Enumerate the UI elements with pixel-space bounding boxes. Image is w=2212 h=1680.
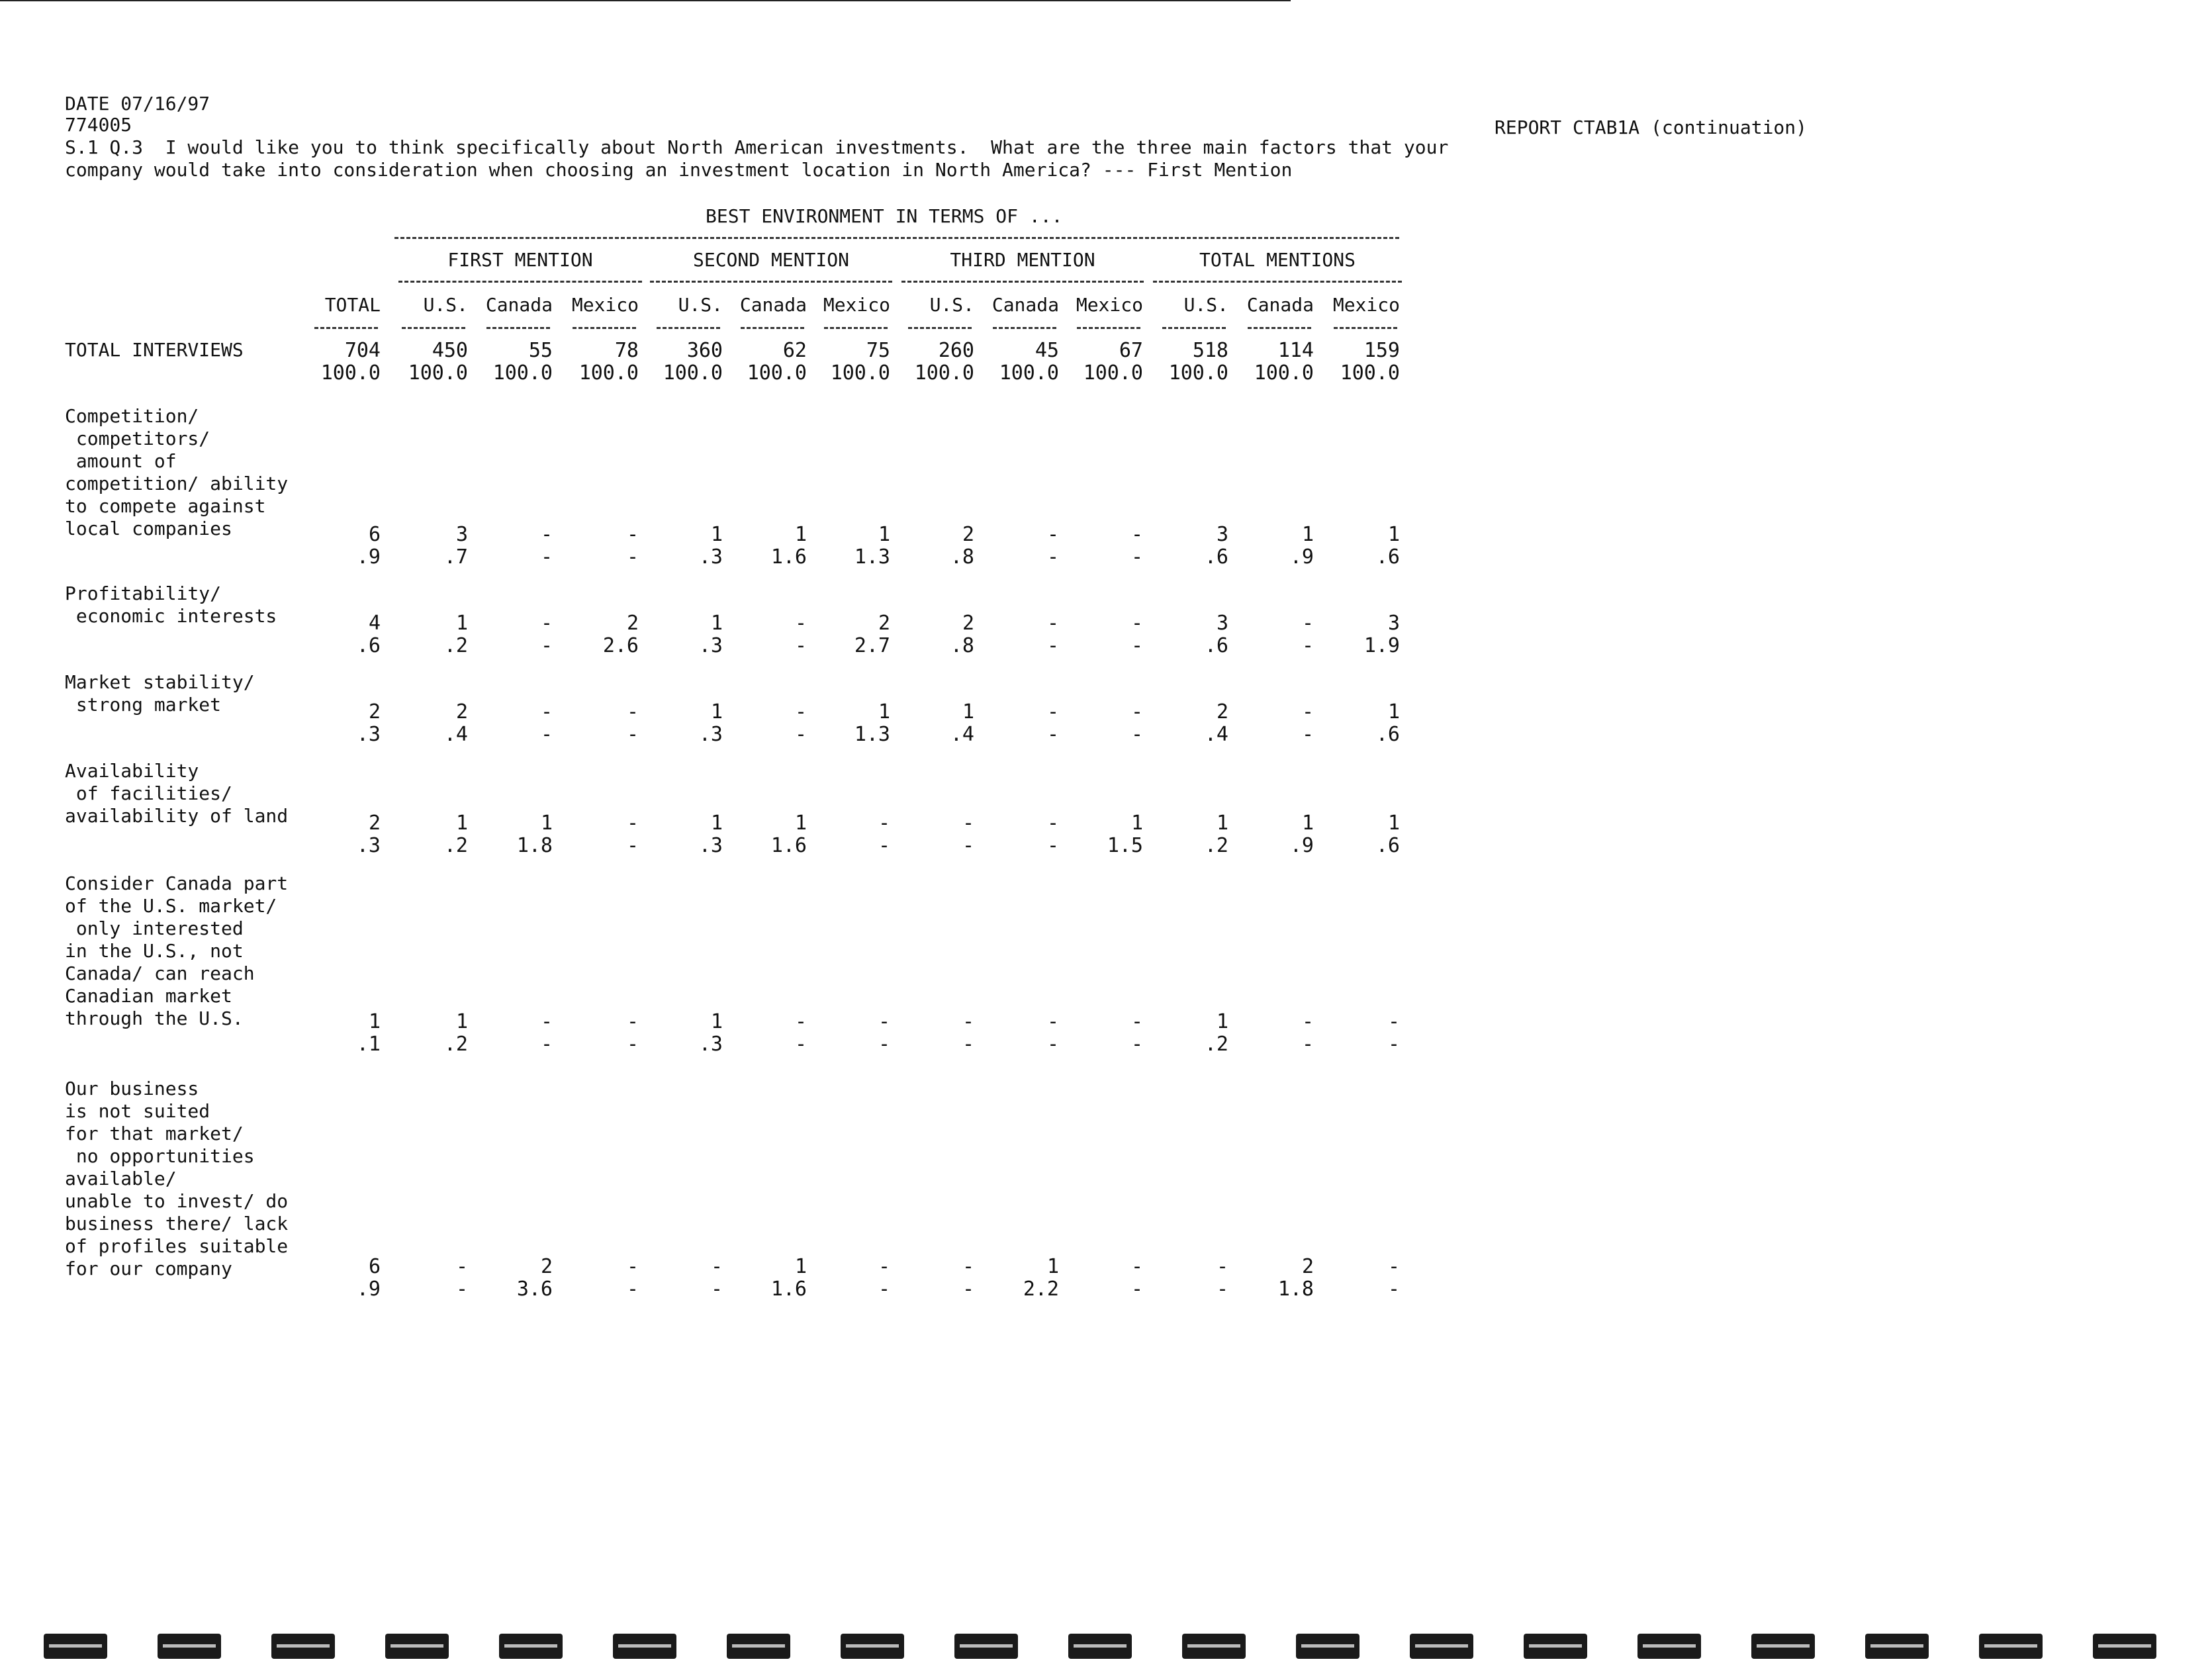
feed-mark: [2093, 1634, 2156, 1659]
percent-cell: -: [794, 634, 807, 657]
group-header: SECOND MENTION: [692, 249, 849, 271]
count-cell: 1: [962, 700, 974, 723]
group-header: FIRST MENTION: [447, 249, 593, 271]
count-cell: 1: [878, 700, 890, 723]
count-cell: 1: [1216, 812, 1228, 835]
percent-cell: 1.6: [770, 834, 807, 857]
percent-cell: -: [1130, 545, 1143, 569]
count-cell: -: [455, 1255, 468, 1278]
percent-cell: -: [1046, 1033, 1059, 1056]
count-cell: 3: [455, 523, 468, 546]
percent-cell: 1.8: [1277, 1278, 1314, 1301]
percent-cell: -: [1130, 1278, 1143, 1301]
count-cell: -: [794, 612, 807, 635]
count-cell: 1: [1387, 523, 1400, 546]
count-cell: -: [1301, 612, 1314, 635]
count-cell: -: [540, 523, 553, 546]
percent-cell: -: [455, 1278, 468, 1301]
percent-cell: .6: [1375, 834, 1400, 857]
percent-cell: -: [1301, 1033, 1314, 1056]
percent-cell: .3: [698, 545, 723, 569]
percent-cell: .6: [1375, 723, 1400, 746]
percent-cell: .9: [356, 1278, 381, 1301]
percent-cell: -: [794, 1033, 807, 1056]
column-rule: [657, 327, 720, 329]
percent-cell: .6: [1204, 634, 1228, 657]
count-cell: -: [1130, 1010, 1143, 1033]
total-percent-cell: 100.0: [320, 361, 381, 385]
question-line-2: company would take into consideration when choosing an investment location in North America? --- First Mention: [65, 159, 1293, 181]
total-count-cell: 62: [782, 339, 807, 362]
percent-cell: 2.7: [854, 634, 890, 657]
feed-mark: [1410, 1634, 1473, 1659]
column-rule: [741, 327, 804, 329]
feed-mark: [44, 1634, 107, 1659]
count-cell: 1: [794, 1255, 807, 1278]
count-cell: -: [1046, 1010, 1059, 1033]
count-cell: -: [1046, 812, 1059, 835]
percent-cell: -: [540, 723, 553, 746]
count-cell: -: [1046, 700, 1059, 723]
column-rule: [1334, 327, 1397, 329]
total-percent-cell: 100.0: [747, 361, 807, 385]
percent-cell: -: [1387, 1033, 1400, 1056]
total-count-cell: 67: [1119, 339, 1143, 362]
percent-cell: .1: [356, 1033, 381, 1056]
column-rule: [993, 327, 1056, 329]
count-cell: 1: [1301, 523, 1314, 546]
feed-mark: [1751, 1634, 1815, 1659]
feed-mark: [954, 1634, 1018, 1659]
column-header: Canada: [739, 294, 807, 316]
percent-cell: -: [1387, 1278, 1400, 1301]
total-count-cell: 45: [1035, 339, 1059, 362]
count-cell: 1: [1387, 700, 1400, 723]
count-cell: -: [1046, 612, 1059, 635]
top-border-line: [0, 0, 1291, 1]
total-count-cell: 260: [938, 339, 974, 362]
column-header: Canada: [485, 294, 553, 316]
total-percent-cell: 100.0: [914, 361, 974, 385]
count-cell: -: [1130, 1255, 1143, 1278]
group-header: THIRD MENTION: [950, 249, 1095, 271]
count-cell: 1: [1301, 812, 1314, 835]
column-header: TOTAL: [324, 294, 381, 316]
percent-cell: .4: [950, 723, 974, 746]
count-cell: 1: [455, 612, 468, 635]
percent-cell: -: [962, 834, 974, 857]
percent-cell: .2: [443, 634, 468, 657]
column-rule: [314, 327, 378, 329]
percent-cell: .3: [356, 723, 381, 746]
percent-cell: -: [1046, 545, 1059, 569]
group-rule: [901, 281, 1144, 283]
total-percent-cell: 100.0: [1340, 361, 1400, 385]
percent-cell: 1.3: [854, 545, 890, 569]
percent-cell: .3: [698, 634, 723, 657]
feed-mark: [271, 1634, 335, 1659]
total-percent-cell: 100.0: [1083, 361, 1143, 385]
percent-cell: -: [710, 1278, 723, 1301]
count-cell: -: [540, 1010, 553, 1033]
feed-mark: [1068, 1634, 1132, 1659]
percent-cell: -: [1301, 723, 1314, 746]
percent-cell: -: [540, 634, 553, 657]
total-percent-cell: 100.0: [578, 361, 639, 385]
column-header: Mexico: [1076, 294, 1143, 316]
count-cell: 1: [710, 1010, 723, 1033]
row-label: Competition/ competitors/ amount of competition/ ability to compete against local companies: [65, 405, 289, 539]
percent-cell: .9: [1289, 545, 1314, 569]
count-cell: 1: [878, 523, 890, 546]
count-cell: -: [626, 700, 639, 723]
group-rule: [650, 281, 892, 283]
count-cell: 2: [1301, 1255, 1314, 1278]
percent-cell: .3: [698, 1033, 723, 1056]
group-rule: [1153, 281, 1402, 283]
percent-cell: -: [1046, 723, 1059, 746]
percent-cell: 1.5: [1107, 834, 1143, 857]
percent-cell: .3: [356, 834, 381, 857]
feed-mark: [1524, 1634, 1587, 1659]
count-cell: -: [794, 700, 807, 723]
column-rule: [1077, 327, 1140, 329]
count-cell: -: [1046, 523, 1059, 546]
column-rule: [573, 327, 636, 329]
percent-cell: .2: [443, 1033, 468, 1056]
percent-cell: .3: [698, 723, 723, 746]
count-cell: 1: [710, 812, 723, 835]
banner-title: BEST ENVIRONMENT IN TERMS OF ...: [706, 205, 1063, 227]
column-header: U.S.: [1183, 294, 1228, 316]
percent-cell: 2.2: [1023, 1278, 1059, 1301]
count-cell: -: [626, 523, 639, 546]
count-cell: -: [1130, 523, 1143, 546]
column-header: Mexico: [823, 294, 890, 316]
feed-mark: [727, 1634, 790, 1659]
count-cell: -: [710, 1255, 723, 1278]
group-rule: [398, 281, 642, 283]
banner-rule: [394, 237, 1399, 239]
column-header: U.S.: [423, 294, 468, 316]
total-count-cell: 114: [1277, 339, 1314, 362]
percent-cell: .8: [950, 545, 974, 569]
count-cell: -: [626, 812, 639, 835]
count-cell: 1: [794, 523, 807, 546]
count-cell: 4: [368, 612, 381, 635]
total-percent-cell: 100.0: [830, 361, 890, 385]
percent-cell: -: [1130, 723, 1143, 746]
total-count-cell: 450: [432, 339, 468, 362]
count-cell: 3: [1216, 523, 1228, 546]
percent-cell: -: [626, 834, 639, 857]
percent-cell: .6: [1375, 545, 1400, 569]
count-cell: 1: [710, 612, 723, 635]
count-cell: -: [1216, 1255, 1228, 1278]
count-cell: -: [962, 1010, 974, 1033]
count-cell: 1: [710, 523, 723, 546]
report-date: DATE 07/16/97: [65, 93, 210, 115]
row-label: Availability of facilities/ availability of land: [65, 760, 289, 827]
total-percent-cell: 100.0: [1254, 361, 1314, 385]
count-cell: 3: [1216, 612, 1228, 635]
feed-mark: [499, 1634, 563, 1659]
row-label: Profitability/ economic interests: [65, 583, 277, 627]
total-count-cell: 159: [1363, 339, 1400, 362]
column-header: U.S.: [929, 294, 974, 316]
percent-cell: -: [1046, 634, 1059, 657]
percent-cell: -: [626, 545, 639, 569]
percent-cell: -: [626, 1278, 639, 1301]
total-percent-cell: 100.0: [663, 361, 723, 385]
count-cell: 1: [1046, 1255, 1059, 1278]
percent-cell: 3.6: [516, 1278, 553, 1301]
count-cell: -: [878, 812, 890, 835]
count-cell: 1: [1216, 1010, 1228, 1033]
count-cell: 1: [1387, 812, 1400, 835]
count-cell: 1: [455, 812, 468, 835]
percent-cell: -: [794, 723, 807, 746]
percent-cell: 1.6: [770, 1278, 807, 1301]
count-cell: 3: [1387, 612, 1400, 635]
percent-cell: -: [626, 1033, 639, 1056]
total-percent-cell: 100.0: [999, 361, 1059, 385]
percent-cell: -: [626, 723, 639, 746]
feed-mark: [613, 1634, 676, 1659]
count-cell: -: [878, 1255, 890, 1278]
count-cell: 1: [540, 812, 553, 835]
percent-cell: -: [1130, 1033, 1143, 1056]
percent-cell: -: [1216, 1278, 1228, 1301]
count-cell: 2: [455, 700, 468, 723]
group-header: TOTAL MENTIONS: [1199, 249, 1356, 271]
feed-mark: [841, 1634, 904, 1659]
column-rule: [402, 327, 465, 329]
feed-mark: [1182, 1634, 1246, 1659]
count-cell: 2: [540, 1255, 553, 1278]
row-label: Our business is not suited for that market/ no opportunities available/ unable to invest/ do business there/ lack of profiles suitable for our company: [65, 1078, 289, 1280]
percent-cell: -: [962, 1278, 974, 1301]
column-header: Mexico: [571, 294, 639, 316]
percent-cell: 1.9: [1363, 634, 1400, 657]
column-rule: [1162, 327, 1226, 329]
row-label-total-interviews: TOTAL INTERVIEWS: [65, 339, 244, 361]
feed-mark: [385, 1634, 449, 1659]
total-count-cell: 55: [528, 339, 553, 362]
count-cell: 1: [710, 700, 723, 723]
column-header: Canada: [1246, 294, 1314, 316]
percent-cell: 1.8: [516, 834, 553, 857]
column-header: Mexico: [1332, 294, 1400, 316]
count-cell: 2: [368, 700, 381, 723]
count-cell: -: [962, 1255, 974, 1278]
percent-cell: .7: [443, 545, 468, 569]
column-header: Canada: [991, 294, 1059, 316]
count-cell: -: [962, 812, 974, 835]
total-count-cell: 78: [614, 339, 639, 362]
count-cell: 2: [962, 523, 974, 546]
column-rule: [908, 327, 972, 329]
count-cell: -: [540, 612, 553, 635]
percent-cell: -: [878, 1278, 890, 1301]
count-cell: 1: [1130, 812, 1143, 835]
percent-cell: -: [1301, 634, 1314, 657]
count-cell: 1: [455, 1010, 468, 1033]
count-cell: 1: [368, 1010, 381, 1033]
report-id: REPORT CTAB1A (continuation): [1495, 117, 1808, 138]
percent-cell: 1.3: [854, 723, 890, 746]
total-count-cell: 360: [686, 339, 723, 362]
feed-mark: [1637, 1634, 1701, 1659]
percent-cell: -: [1130, 634, 1143, 657]
total-count-cell: 704: [344, 339, 381, 362]
percent-cell: -: [540, 545, 553, 569]
column-header: U.S.: [678, 294, 723, 316]
column-rule: [824, 327, 888, 329]
count-cell: -: [626, 1255, 639, 1278]
count-cell: -: [1130, 612, 1143, 635]
row-label: Market stability/ strong market: [65, 671, 255, 716]
percent-cell: -: [878, 1033, 890, 1056]
total-percent-cell: 100.0: [1168, 361, 1228, 385]
count-cell: -: [1301, 1010, 1314, 1033]
percent-cell: -: [1046, 834, 1059, 857]
count-cell: -: [1130, 700, 1143, 723]
percent-cell: -: [540, 1033, 553, 1056]
percent-cell: .9: [356, 545, 381, 569]
percent-cell: 2.6: [602, 634, 639, 657]
row-label: Consider Canada part of the U.S. market/ only interested in the U.S., not Canada/ can reach Canadian market through the U.S.: [65, 872, 289, 1029]
feed-mark: [1296, 1634, 1359, 1659]
count-cell: -: [540, 700, 553, 723]
percent-cell: .4: [443, 723, 468, 746]
count-cell: -: [626, 1010, 639, 1033]
percent-cell: .9: [1289, 834, 1314, 857]
percent-cell: .3: [698, 834, 723, 857]
count-cell: 1: [794, 812, 807, 835]
percent-cell: .2: [1204, 1033, 1228, 1056]
count-cell: -: [1387, 1010, 1400, 1033]
percent-cell: .4: [1204, 723, 1228, 746]
count-cell: -: [1387, 1255, 1400, 1278]
job-number: 774005: [65, 114, 132, 136]
count-cell: 2: [1216, 700, 1228, 723]
percent-cell: -: [878, 834, 890, 857]
total-percent-cell: 100.0: [408, 361, 468, 385]
feed-mark: [158, 1634, 221, 1659]
percent-cell: .8: [950, 634, 974, 657]
count-cell: 2: [878, 612, 890, 635]
percent-cell: .2: [1204, 834, 1228, 857]
count-cell: 2: [962, 612, 974, 635]
percent-cell: .6: [356, 634, 381, 657]
count-cell: -: [878, 1010, 890, 1033]
feed-mark: [1865, 1634, 1929, 1659]
count-cell: -: [794, 1010, 807, 1033]
count-cell: -: [1301, 700, 1314, 723]
count-cell: 2: [626, 612, 639, 635]
percent-cell: -: [962, 1033, 974, 1056]
question-line-1: S.1 Q.3 I would like you to think specifically about North American investments. What are the three main factors that your: [65, 136, 1449, 158]
feed-mark: [1979, 1634, 2043, 1659]
column-rule: [486, 327, 550, 329]
count-cell: 6: [368, 523, 381, 546]
count-cell: 6: [368, 1255, 381, 1278]
count-cell: 2: [368, 812, 381, 835]
total-percent-cell: 100.0: [492, 361, 553, 385]
total-count-cell: 75: [866, 339, 890, 362]
percent-cell: 1.6: [770, 545, 807, 569]
total-count-cell: 518: [1192, 339, 1228, 362]
column-rule: [1248, 327, 1311, 329]
percent-cell: .2: [443, 834, 468, 857]
percent-cell: .6: [1204, 545, 1228, 569]
